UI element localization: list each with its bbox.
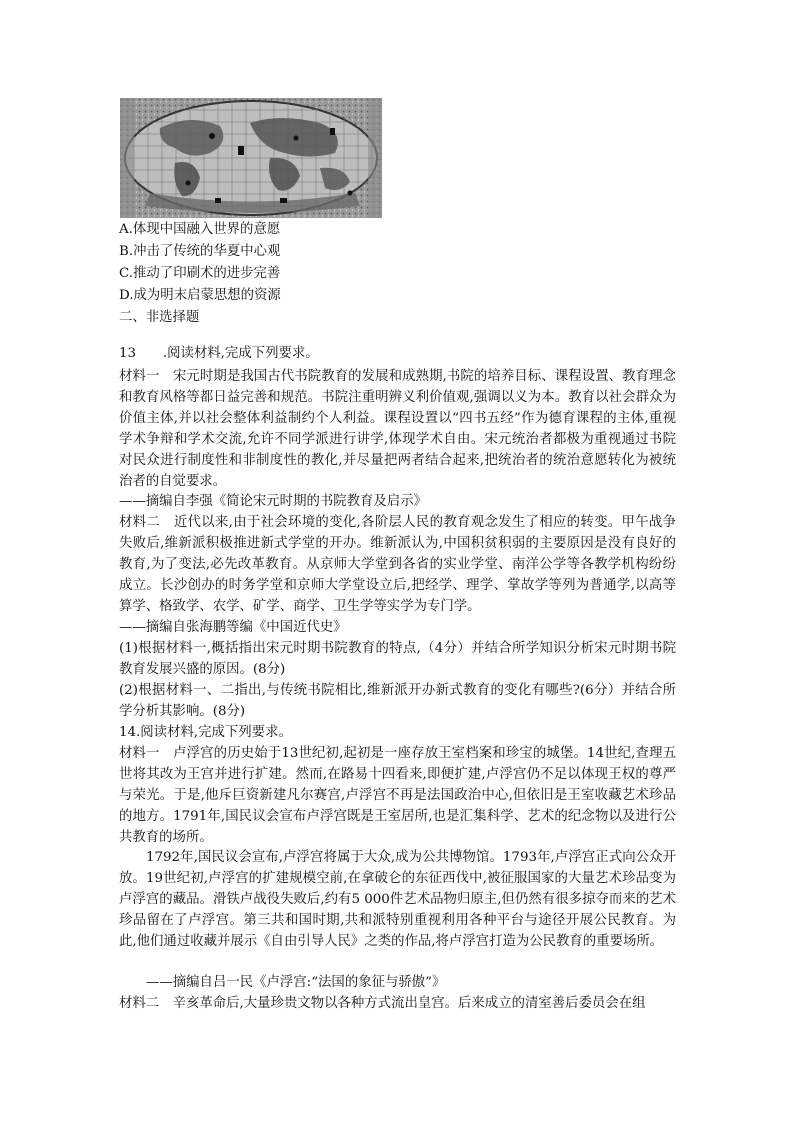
world-map-figure [120,98,382,218]
option-b: B.冲击了传统的华夏中心观 [119,244,281,259]
section-heading: 二、非选择题 [119,310,200,325]
world-map-image [120,98,382,218]
q13-source2: ——摘编自张海鹏等编《中国近代史》 [119,620,347,635]
q14-material2: 材料二 辛亥革命后,大量珍贵文物以各种方式流出皇宫。后来成立的清室善后委员会在组 [119,996,646,1011]
option-d: D.成为明末启蒙思想的资源 [119,288,281,303]
option-a: A.体现中国融入世界的意愿 [119,222,281,237]
option-c: C.推动了印刷术的进步完善 [119,266,281,281]
q14-material1-part1: 材料一 卢浮宫的历史始于13世纪初,起初是一座存放王室档案和珍宝的城堡。14世纪,查理五世将其改为王宫并进行扩建。然而,在路易十四看来,即便扩建,卢浮宫仍不足以体现王权的尊严与荣光。于是,他斥巨资新建凡尔赛宫,卢浮宫不再是法国政治中心,但依旧是王室收藏艺术珍品的地方。1791年,国民议会宣布卢浮宫既是王室居所,也是汇集科学、艺术的纪念物以及进行公共教育的场所。 [119,746,676,845]
q13-material2: 材料二 近代以来,由于社会环境的变化,各阶层人民的教育观念发生了相应的转变。甲午战争失败后,维新派积极推进新式学堂的开办。维新派认为,中国积贫积弱的主要原因是没有良好的教育,为了变法,必先改革教育。从京师大学堂到各省的实业学堂、南洋公学等各教学机构纷纷成立。长沙创办的时务学堂和京师大学堂设立后,把经学、理学、掌故学等列为普通学,以高等算学、格致学、农学、矿学、商学、卫生学等实学为专门学。 [119,515,676,614]
q13-stem: 13 .阅读材料,完成下列要求。 [119,346,319,361]
q13-material1: 材料一 宋元时期是我国古代书院教育的发展和成熟期,书院的培养目标、课程设置、教育理念和教育风格等都日益完善和规范。书院注重明辨义利价值观,强调以义为本。教育以社会群众为价值主体,并以社会整体利益制约个人利益。课程设置以“四书五经”作为德育课程的主体,重视学术争辩和学术交流,允许不同学派进行讲学,体现学术自由。宋元统治者都极为重视通过书院对民众进行制度性和非制度性的教化,并尽量把两者结合起来,把统治者的统治意愿转化为被统治者的自觉要求。 [119,369,676,489]
q13-question1: (1)根据材料一,概括指出宋元时期书院教育的特点,（4分）并结合所学知识分析宋元时期书院教育发展兴盛的原因。(8分) [119,641,676,677]
q13-question2: (2)根据材料一、二指出,与传统书院相比,维新派开办新式教育的变化有哪些?(6分）并结合所学分析其影响。(8分) [119,683,676,719]
q13-source1: ——摘编自李强《简论宋元时期的书院教育及启示》 [119,494,427,509]
q14-stem: 14.阅读材料,完成下列要求。 [119,725,292,740]
q14-source1: ——摘编自吕一民《卢浮宫:“法国的象征与骄傲”》 [146,975,446,990]
q14-material1-part2: 1792年,国民议会宣布,卢浮宫将属于大众,成为公共博物馆。1793年,卢浮宫正式向公众开放。19世纪初,卢浮宫的扩建规模空前,在拿破仑的东征西伐中,被征服国家的大量艺术珍品变为卢浮宫的藏品。滑铁卢战役失败后,约有5 000件艺术品物归原主,但仍然有很多掠夺而来的艺术珍品留在了卢浮宫。第三共和国时期,共和派特别重视利用各种平台与途径开展公民教育。为此,他们通过收藏并展示《自由引导人民》之类的作品,将卢浮宫打造为公民教育的重要场所。 [119,850,676,949]
